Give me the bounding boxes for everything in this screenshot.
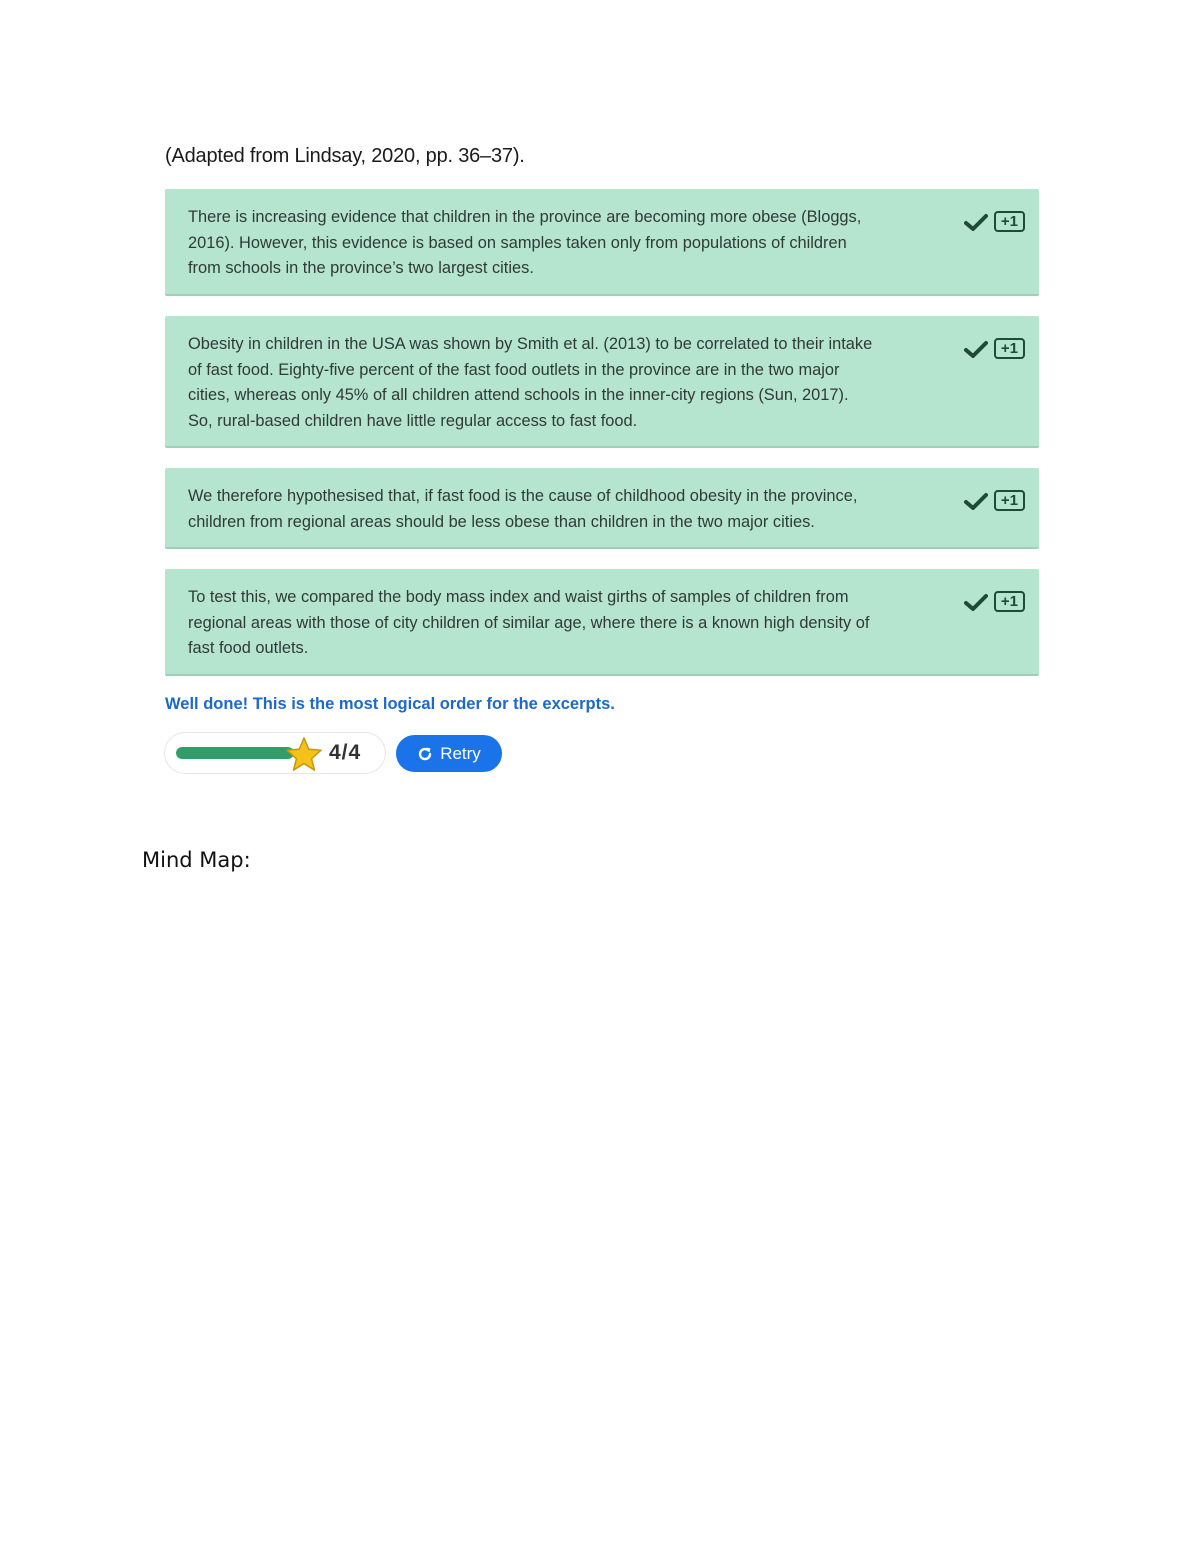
- score-text: 4/4: [329, 741, 362, 764]
- excerpt-list: [165, 189, 1039, 676]
- points-badge: +1: [994, 591, 1025, 612]
- excerpt-result: [964, 211, 1025, 232]
- points-badge: +1: [994, 338, 1025, 359]
- check-icon: [964, 491, 988, 511]
- excerpt-text: There is increasing evidence that children in the province are becoming more obese (Bloggs, 2016). However, this evidence is based on samples taken only from populations of children from schools in the province’s two largest cities.: [188, 208, 862, 277]
- excerpt-result: [964, 591, 1025, 612]
- excerpt-card-1[interactable]: [165, 189, 1039, 296]
- check-icon: [964, 212, 988, 232]
- progress-track: [176, 747, 294, 759]
- check-icon: [964, 339, 988, 359]
- feedback-message: Well done! This is the most logical order for the excerpts.: [165, 695, 615, 713]
- progress-fill: [176, 747, 294, 759]
- excerpt-text: Obesity in children in the USA was shown by Smith et al. (2013) to be correlated to their intake of fast food. Eighty-five percent of the fast food outlets in the province are in the two major cities, whereas only 45% of all children attend schools in the inner-city regions (Sun, 2017). So, rural-based children have little regular access to fast food.: [188, 335, 873, 430]
- excerpt-card-2[interactable]: [165, 316, 1039, 448]
- excerpt-result: [964, 490, 1025, 511]
- redo-icon: [417, 746, 433, 762]
- excerpt-card-4[interactable]: [165, 569, 1039, 676]
- excerpt-text: We therefore hypothesised that, if fast food is the cause of childhood obesity in the province, children from regional areas should be less obese than children in the two major cities.: [188, 487, 858, 531]
- mind-map-heading: Mind Map:: [142, 848, 251, 872]
- excerpt-result: [964, 338, 1025, 359]
- star-icon: [285, 736, 323, 772]
- retry-button[interactable]: [396, 735, 502, 772]
- excerpt-card-3[interactable]: [165, 468, 1039, 549]
- retry-label: Retry: [440, 743, 481, 763]
- points-badge: +1: [994, 490, 1025, 511]
- score-progress: [165, 733, 385, 773]
- points-badge: +1: [994, 211, 1025, 232]
- source-citation: (Adapted from Lindsay, 2020, pp. 36–37).: [165, 145, 525, 167]
- excerpt-text: To test this, we compared the body mass index and waist girths of samples of children from regional areas with those of city children of similar age, where there is a known high density of fast food outlets.: [188, 588, 870, 657]
- check-icon: [964, 592, 988, 612]
